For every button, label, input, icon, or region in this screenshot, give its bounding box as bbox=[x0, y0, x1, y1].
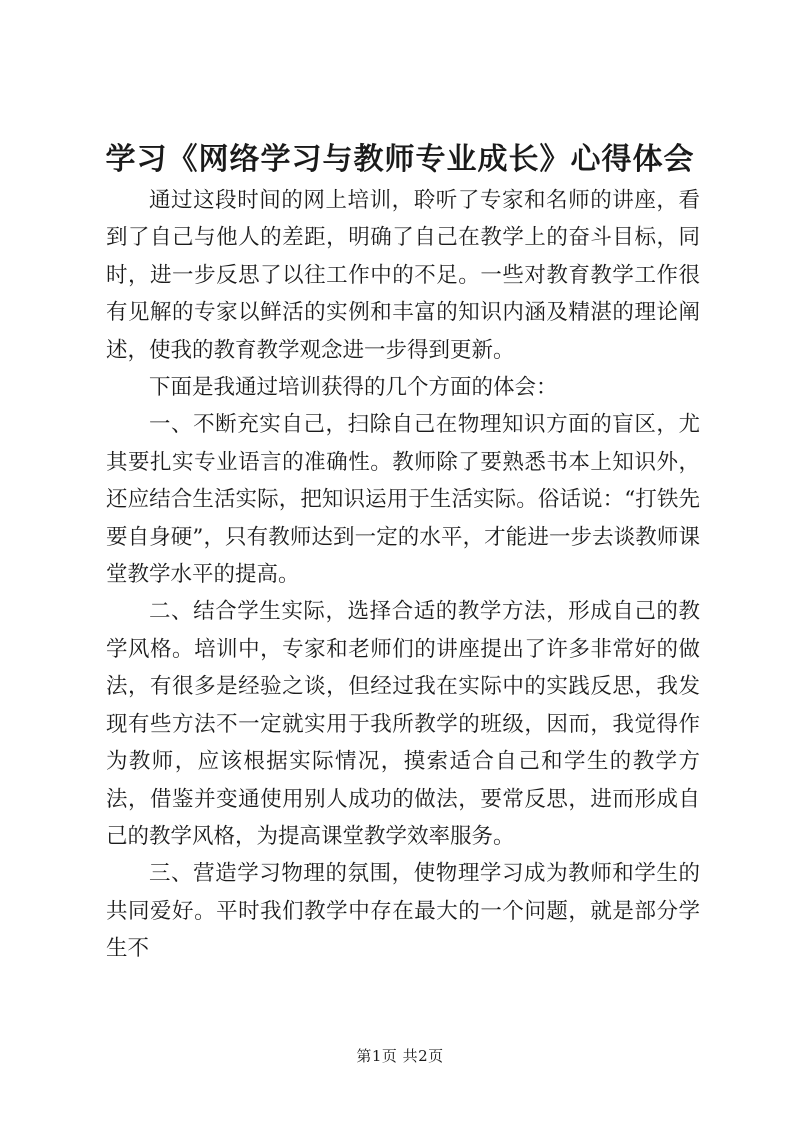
document-body bbox=[106, 182, 700, 968]
paragraph-point-one: 一、不断充实自己，扫除自己在物理知识方面的盲区，尤其要扎实专业语言的准确性。教师除了要熟悉书本上知识外，还应结合生活实际，把知识运用于生活实际。俗话说：“打铁先要自身硬”，只有教师达到一定的水平，才能进一步去谈教师课堂教学水平的提高。 bbox=[106, 412, 700, 588]
paragraph-point-two: 二、结合学生实际，选择合适的教学方法，形成自己的教学风格。培训中，专家和老师们的讲座提出了许多非常好的做法，有很多是经验之谈，但经过我在实际中的实践反思，我发现有些方法不一定就实用于我所教学的班级，因而，我觉得作为教师，应该根据实际情况，摸索适合自己和学生的教学方法，借鉴并变通使用别人成功的做法，要常反思，进而形成自己的教学风格，为提高课堂教学效率服务。 bbox=[106, 599, 700, 849]
paragraph-intro: 通过这段时间的网上培训，聆听了专家和名师的讲座，看到了自己与他人的差距，明确了自己在教学上的奋斗目标，同时，进一步反思了以往工作中的不足。一些对教育教学工作很有见解的专家以鲜活的实例和丰富的知识内涵及精湛的理论阐述，使我的教育教学观念进一步得到更新。 bbox=[106, 188, 700, 363]
document-title: 学习《网络学习与教师专业成长》心得体会 bbox=[105, 142, 695, 177]
paragraph-point-three: 三、营造学习物理的氛围，使物理学习成为教师和学生的共同爱好。平时我们教学中存在最大的一个问题，就是部分学生不 bbox=[106, 861, 700, 962]
page-number-footer: 第1页 共2页 bbox=[356, 1047, 444, 1065]
paragraph-lead-in: 下面是我通过培训获得的几个方面的体会： bbox=[149, 375, 558, 401]
